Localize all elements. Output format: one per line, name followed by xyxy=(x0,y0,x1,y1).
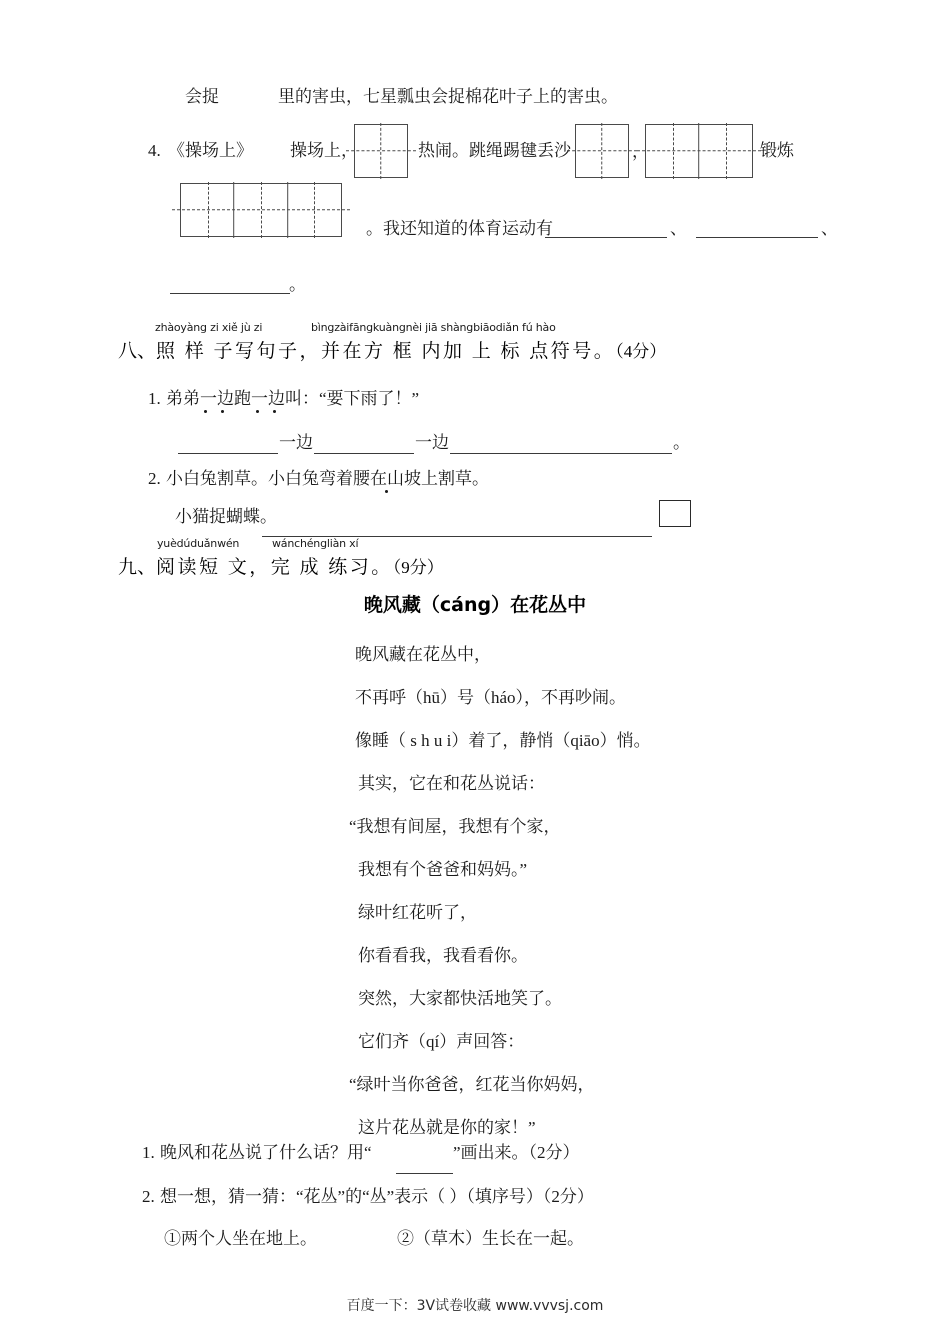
item4-blank-1[interactable] xyxy=(545,222,667,238)
section9-number: 九、 xyxy=(118,557,157,578)
item4-blank-2[interactable] xyxy=(696,222,818,238)
section9-pinyin-2: wánchéngliàn xí xyxy=(272,537,359,550)
emphasis-dot xyxy=(204,410,207,413)
punctuation-box[interactable] xyxy=(659,500,691,527)
section8-q1-period: 。 xyxy=(673,433,690,452)
continued-line-part1: 会捉 xyxy=(185,87,219,106)
section9-q2-option-2[interactable]: ②（草木）生长在一起。 xyxy=(397,1229,584,1248)
poem-line: “绿叶当你爸爸，红花当你妈妈， xyxy=(349,1075,595,1094)
section9-title: 阅读短 文，完 成 练习。 xyxy=(156,557,393,578)
poem-line: 晚风藏在花丛中， xyxy=(355,645,491,664)
poem-line: 绿叶红花听了， xyxy=(358,903,477,922)
section8-pinyin-1: zhàoyàng zi xiě jù zi xyxy=(155,321,263,334)
section9-heading xyxy=(118,552,444,579)
poem-title: 晚风藏（cáng）在花丛中 xyxy=(363,594,587,616)
section9-q1-inline-blank[interactable] xyxy=(396,1158,453,1174)
item4-sep2: 、 xyxy=(821,219,838,238)
poem-line: 这片花丛就是你的家！” xyxy=(358,1118,536,1137)
item4-comma: ， xyxy=(632,142,649,161)
poem-line: “我想有间屋，我想有个家， xyxy=(349,817,561,836)
poem-line: 我想有个爸爸和妈妈。” xyxy=(358,860,528,879)
item4-text1: 操场上， xyxy=(290,141,358,160)
section8-heading xyxy=(118,336,666,363)
section8-q2-number: 2. xyxy=(148,469,161,488)
poem-line: 你看看我，我看看你。 xyxy=(358,946,528,965)
section8-q1-number: 1. xyxy=(148,389,161,408)
item4-period: 。 xyxy=(289,275,306,294)
section8-pinyin-2: bìngzàifāngkuàngnèi jiā shàngbiāodiǎn fú hào xyxy=(311,321,556,334)
poem-line: 不再呼（hū）号（háo），不再吵闹。 xyxy=(355,688,627,707)
emphasis-dot xyxy=(273,410,276,413)
poem-line: 突然，大家都快活地笑了。 xyxy=(358,989,562,1008)
tianzige-triple-cell[interactable] xyxy=(180,183,342,237)
section8-q1-blank-1[interactable] xyxy=(178,438,278,454)
section8-q1-text: 弟弟一边跑一边叫：“要下雨了！” xyxy=(166,389,420,408)
section9-q1-part1: 晚风和花丛说了什么话？用“ xyxy=(160,1143,372,1162)
section8-q2-answer-blank[interactable] xyxy=(262,521,652,537)
emphasis-dot xyxy=(256,410,259,413)
section9-pinyin-1: yuèdúduǎnwén xyxy=(157,537,240,550)
section8-q1-blank-3[interactable] xyxy=(450,438,672,454)
item4-number: 4. xyxy=(148,141,161,160)
section9-q1-number: 1. xyxy=(142,1143,155,1162)
footer-watermark: 百度一下：3V试卷收藏 www.vvvsj.com xyxy=(346,1298,604,1314)
tianzige-double-cell[interactable] xyxy=(645,124,753,178)
item4-blank-3[interactable] xyxy=(170,278,290,294)
poem-line: 其实，它在和花丛说话： xyxy=(358,774,545,793)
item4-book-title: 《操场上》 xyxy=(168,141,253,160)
emphasis-dot xyxy=(385,490,388,493)
section9-score: （9分） xyxy=(392,558,444,577)
item4-text3: 锻炼 xyxy=(760,141,794,160)
section9-q2-number: 2. xyxy=(142,1187,155,1206)
item4-sep1: 、 xyxy=(670,219,687,238)
section8-q1-blank-2[interactable] xyxy=(314,438,414,454)
section9-q2-option-1[interactable]: ①两个人坐在地上。 xyxy=(164,1229,317,1248)
section8-q1-connector-2: 一边 xyxy=(415,433,449,452)
continued-line-part2: 里的害虫，七星瓢虫会捉棉花叶子上的害虫。 xyxy=(278,87,618,106)
section8-number: 八、 xyxy=(118,341,157,362)
section9-q2-text: 想一想，猜一猜：“花丛”的“丛”表示（ ）（填序号）（2分） xyxy=(160,1187,594,1206)
tianzige-cell-1[interactable] xyxy=(354,124,408,178)
emphasis-dot xyxy=(221,410,224,413)
section8-q2-prompt: 小猫捉蝴蝶。 xyxy=(175,507,277,526)
section8-q1-connector-1: 一边 xyxy=(279,433,313,452)
section8-score: （4分） xyxy=(615,342,667,361)
poem-line: 像睡（ s h u i）着了，静悄（qiāo）悄。 xyxy=(355,731,651,750)
tianzige-cell-2[interactable] xyxy=(575,124,629,178)
poem-line: 它们齐（qí）声回答： xyxy=(358,1032,525,1051)
section9-q1-part2: ”画出来。（2分） xyxy=(453,1143,580,1162)
item4-text2: 热闹。跳绳踢毽丢沙 xyxy=(418,141,571,160)
item4-text4: 。我还知道的体育运动有 xyxy=(366,219,553,238)
section8-q2-text: 小白兔割草。小白兔弯着腰在山坡上割草。 xyxy=(166,469,489,488)
section8-title: 照 样 子写句子，并在方 框 内加 上 标 点符号。 xyxy=(156,341,616,362)
